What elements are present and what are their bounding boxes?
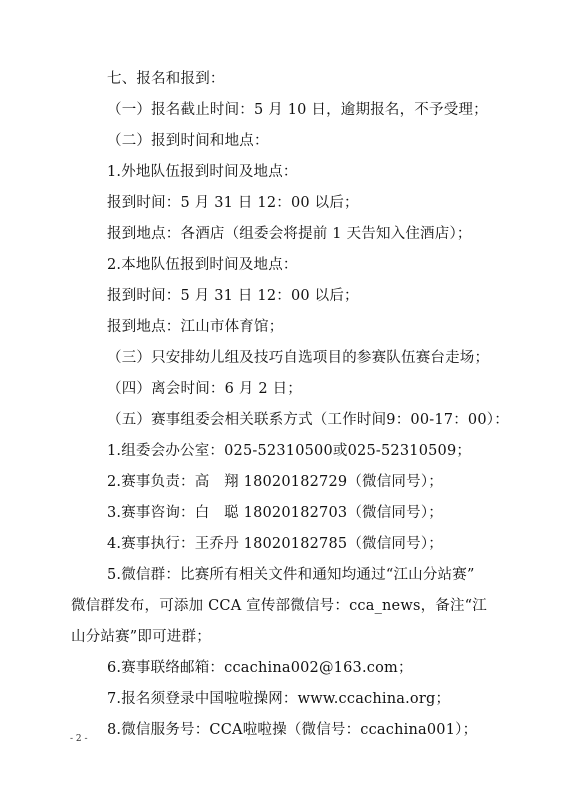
text-line: 报到地点：江山市体育馆； [107,319,284,335]
text-line: （三）只安排幼儿组及技巧自选项目的参赛队伍赛台走场； [107,350,490,366]
text-line: （二）报到时间和地点： [107,133,269,149]
text-line: 3.赛事咨询：白 聪 18020182703（微信同号）； [107,505,443,521]
text-line: 6.赛事联络邮箱：ccachina002@163.com； [107,660,413,676]
text-line: 7.报名须登录中国啦啦操网：www.ccachina.org； [107,691,451,707]
text-line: 2.赛事负责：高 翔 18020182729（微信同号）； [107,474,443,490]
text-line: 1.组委会办公室：025-52310500或025-52310509； [107,443,472,459]
text-line: （一）报名截止时间：5 月 10 日，逾期报名，不予受理； [107,102,488,118]
text-line: 1.外地队伍报到时间及地点： [107,164,298,180]
text-line: （四）离会时间：6 月 2 日； [107,381,302,397]
text-line: 报到时间：5 月 31 日 12：00 以后； [107,288,359,304]
text-line: 报到地点：各酒店（组委会将提前 1 天告知入住酒店）； [107,226,472,242]
text-line: 报到时间：5 月 31 日 12：00 以后； [107,195,359,211]
page-number: - 2 - [70,734,88,744]
text-line: 4.赛事执行：王乔丹 18020182785（微信同号）； [107,536,443,552]
section-heading: 七、报名和报到： [107,71,225,87]
text-line: （五）赛事组委会相关联系方式（工作时间9：00-17：00）： [107,412,509,428]
text-line: 8.微信服务号：CCA啦啦操（微信号：ccachina001）； [107,722,478,738]
text-line: 微信群发布，可添加 CCA 宣传部微信号：cca_news，备注“江 [71,598,487,614]
text-line: 2.本地队伍报到时间及地点： [107,257,298,273]
text-line: 山分站赛”即可进群； [71,629,211,645]
text-line: 5.微信群：比赛所有相关文件和通知均通过“江山分站赛” [107,567,475,583]
